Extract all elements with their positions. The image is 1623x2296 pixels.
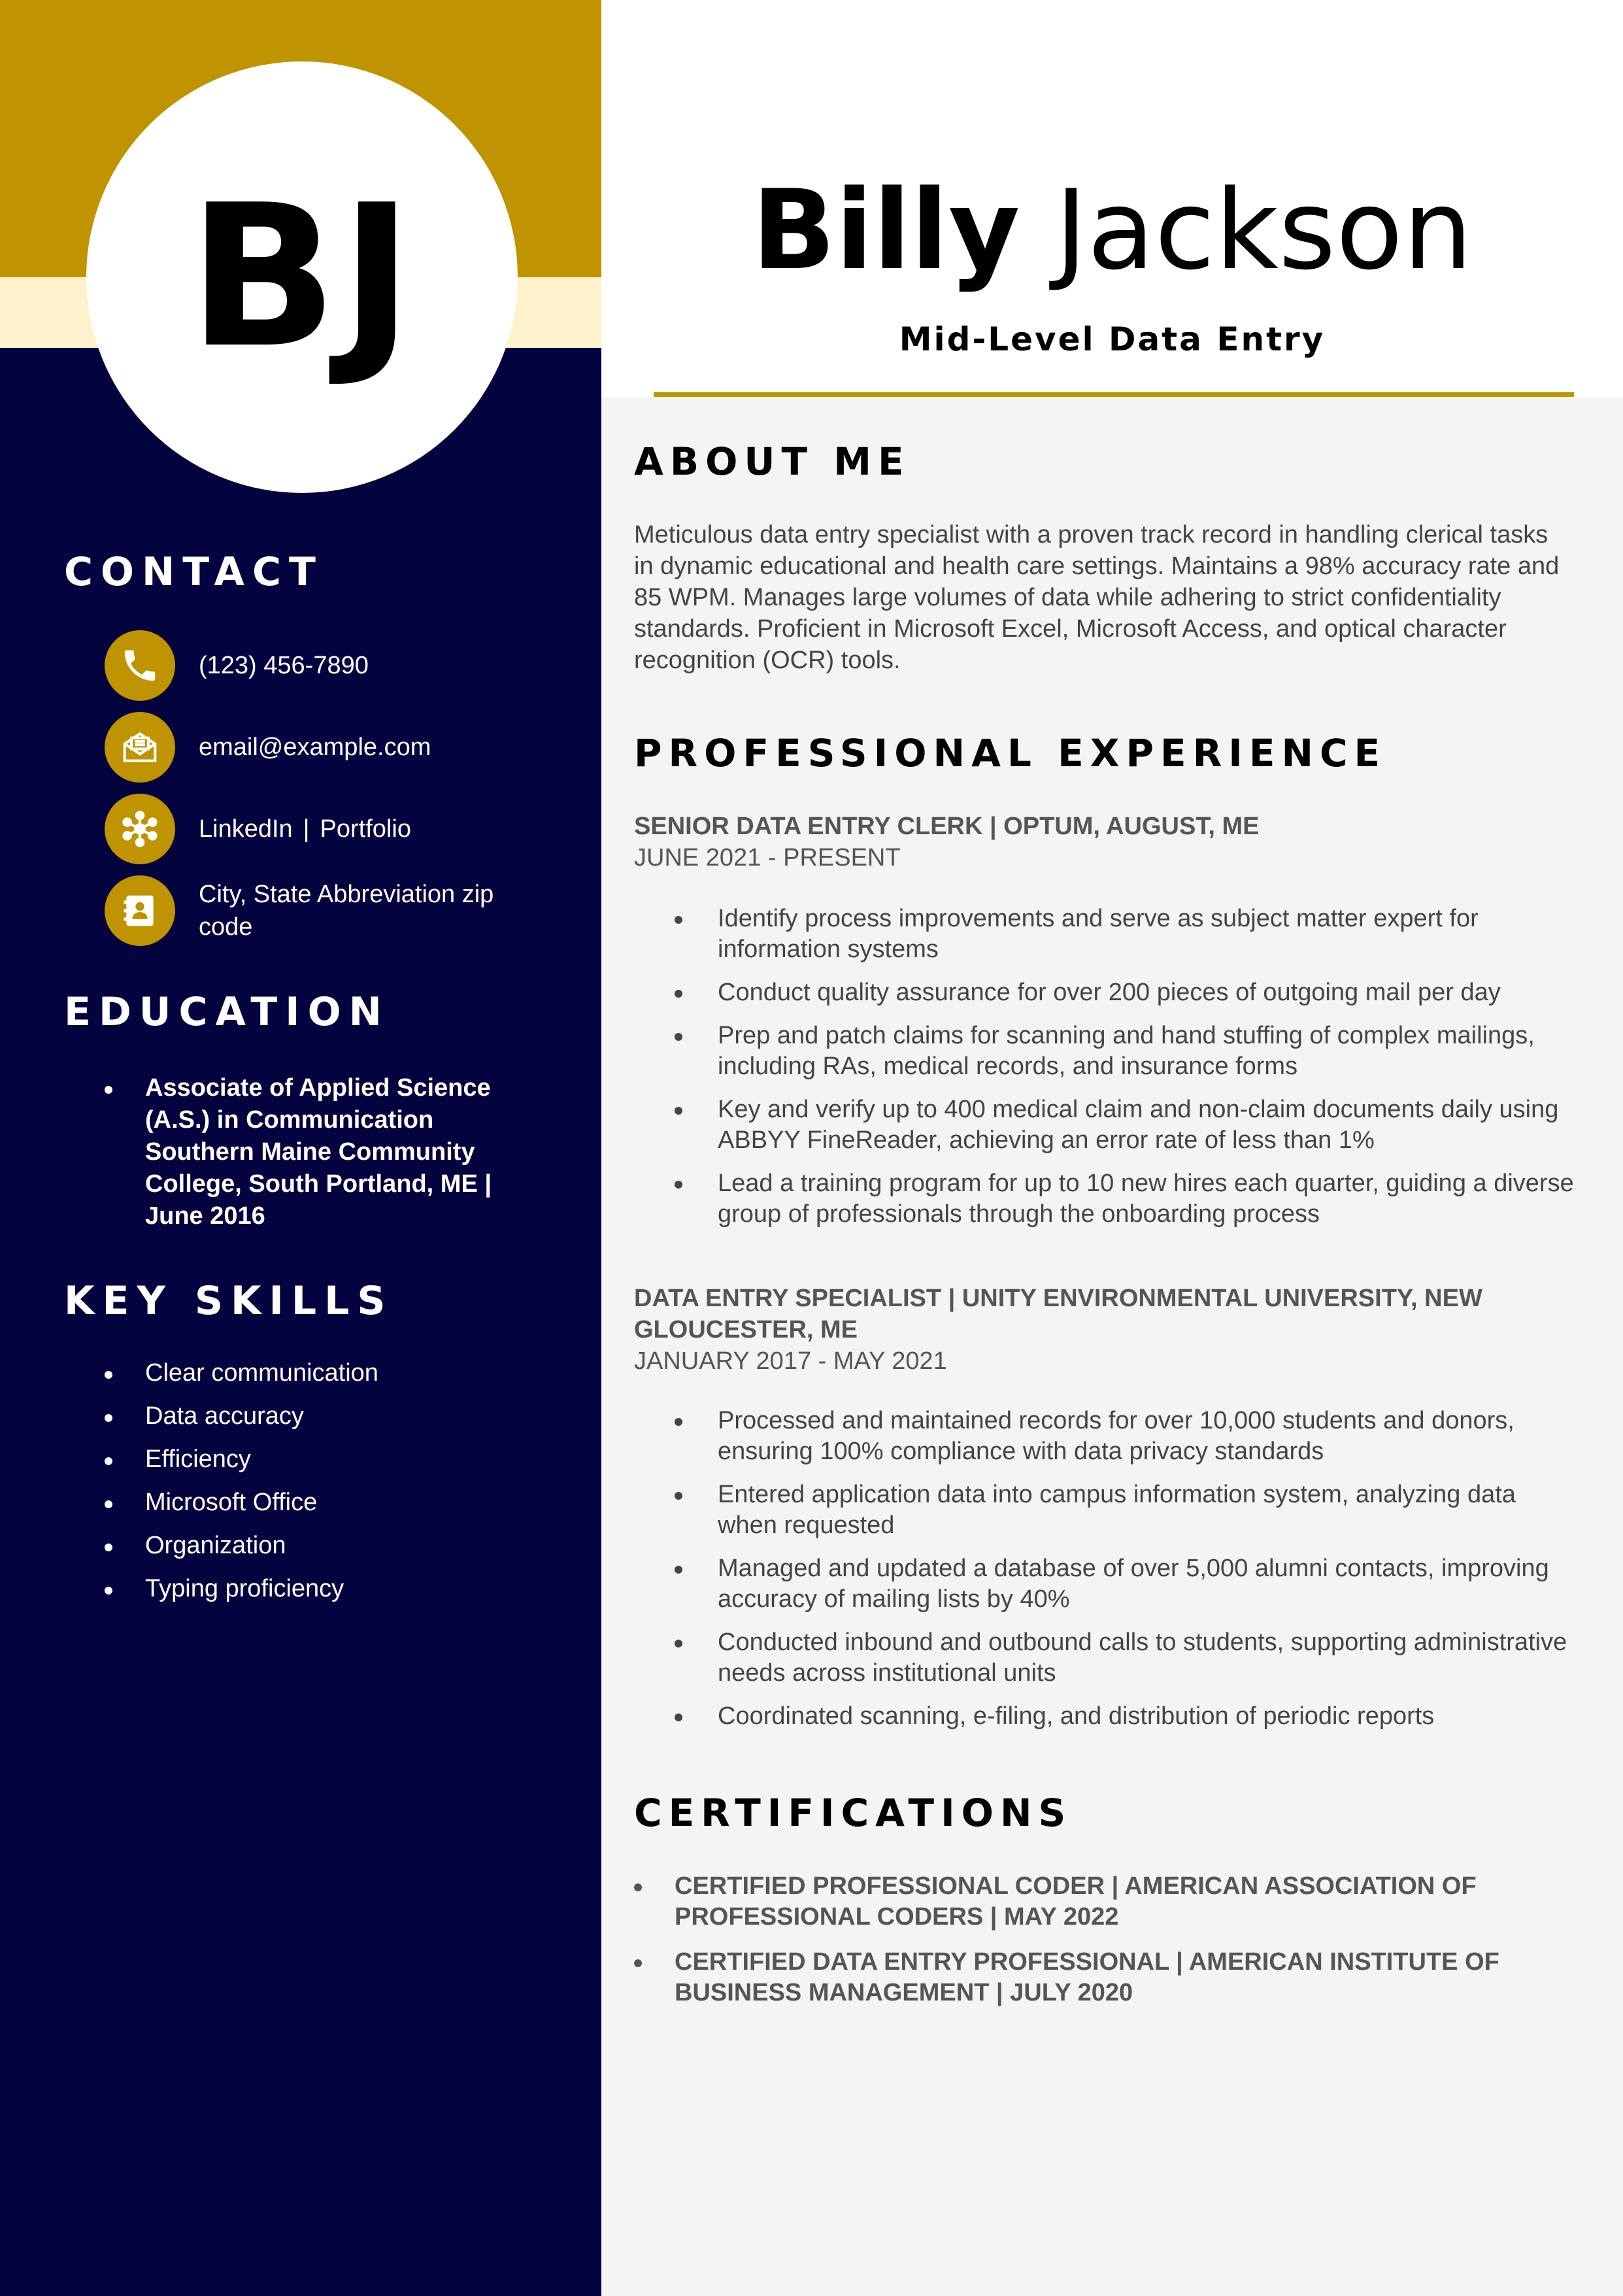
skills-list xyxy=(105,1357,523,1616)
education-list xyxy=(105,1072,523,1232)
skills-heading: KEY SKILLS xyxy=(64,1278,393,1324)
job-bullet: Entered application data into campus information system, analyzing data when requested xyxy=(675,1479,1577,1541)
contact-phone xyxy=(105,630,539,701)
job-title-header: Mid-Level Data Entry xyxy=(899,320,1326,358)
experience-heading: PROFESSIONAL EXPERIENCE xyxy=(634,731,1387,775)
skill-item: Microsoft Office xyxy=(105,1487,523,1519)
contact-links xyxy=(105,794,539,864)
education-item: Associate of Applied Science (A.S.) in Communication Southern Maine Community College, South Portland, ME | June 2016 xyxy=(105,1072,523,1232)
link-separator: | xyxy=(303,815,310,843)
email-address[interactable]: email@example.com xyxy=(199,734,431,761)
job-bullet: Managed and updated a database of over 5,000 alumni contacts, improving accuracy of mailing lists by 40% xyxy=(675,1553,1577,1615)
certifications-list xyxy=(634,1871,1575,2023)
monogram: BJ xyxy=(188,163,416,391)
job-bullet: Identify process improvements and serve as subject matter expert for information systems xyxy=(675,903,1577,965)
skill-item: Data accuracy xyxy=(105,1400,523,1432)
network-icon xyxy=(105,794,175,864)
job-title: DATA ENTRY SPECIALIST | UNITY ENVIRONMENTAL UNIVERSITY, NEW GLOUCESTER, ME xyxy=(634,1285,1482,1343)
job-dates: JUNE 2021 - PRESENT xyxy=(634,844,901,871)
job-bullets xyxy=(675,1406,1577,1744)
linkedin-link[interactable]: LinkedIn xyxy=(199,815,293,843)
last-name: Jackson xyxy=(1054,166,1473,294)
header-divider xyxy=(654,392,1574,397)
job-bullets xyxy=(675,903,1577,1242)
job-bullet: Coordinated scanning, e-filing, and distribution of periodic reports xyxy=(675,1701,1577,1732)
contact-email xyxy=(105,712,539,783)
job-title: SENIOR DATA ENTRY CLERK | OPTUM, AUGUST, ME xyxy=(634,813,1260,840)
address: City, State Abbreviation zip code xyxy=(199,881,494,941)
monogram-circle xyxy=(86,61,518,493)
skill-item: Clear communication xyxy=(105,1357,523,1389)
job-bullet: Processed and maintained records for over 10,000 students and donors, ensuring 100% compliance with data privacy standards xyxy=(675,1406,1577,1467)
skill-item: Organization xyxy=(105,1530,523,1562)
phone-icon xyxy=(105,630,175,701)
contact-heading: CONTACT xyxy=(64,549,324,595)
job-bullet: Key and verify up to 400 medical claim and non-claim documents daily using ABBYY FineReader, achieving an error rate of less than 1% xyxy=(675,1094,1577,1156)
job-bullet: Conducted inbound and outbound calls to students, supporting administrative needs across institutional units xyxy=(675,1627,1577,1689)
job-bullet: Prep and patch claims for scanning and hand stuffing of complex mailings, including RAs, medical records, and insurance forms xyxy=(675,1021,1577,1082)
about-heading: ABOUT ME xyxy=(634,439,911,484)
certification-item: CERTIFIED DATA ENTRY PROFESSIONAL | AMERICAN INSTITUTE OF BUSINESS MANAGEMENT | JULY 2020 xyxy=(634,1947,1575,2008)
address-book-icon xyxy=(105,875,175,946)
certification-item: CERTIFIED PROFESSIONAL CODER | AMERICAN ASSOCIATION OF PROFESSIONAL CODERS | MAY 2022 xyxy=(634,1871,1575,1933)
skill-item: Typing proficiency xyxy=(105,1573,523,1605)
first-name: Billy xyxy=(752,166,1020,294)
about-text: Meticulous data entry specialist with a proven track record in handling clerical tasks in dynamic educational and health care settings. Maintains a 98% accuracy rate and 85 WPM. Manages large volumes of data while adhering to strict confidentiality standards. Proficient in Microsoft Excel, Microsoft Access, and optical character recognition (OCR) tools. xyxy=(634,521,1560,674)
candidate-name xyxy=(601,166,1623,294)
certifications-heading: CERTIFICATIONS xyxy=(634,1791,1073,1835)
education-heading: EDUCATION xyxy=(64,989,390,1035)
email-icon xyxy=(105,712,175,783)
sidebar xyxy=(0,0,601,2296)
skill-item: Efficiency xyxy=(105,1443,523,1476)
job-dates: JANUARY 2017 - MAY 2021 xyxy=(634,1347,947,1375)
profile-links xyxy=(199,813,539,845)
job-bullet: Lead a training program for up to 10 new hires each quarter, guiding a diverse group of professionals through the onboarding process xyxy=(675,1168,1577,1230)
phone-number[interactable]: (123) 456-7890 xyxy=(199,652,369,679)
portfolio-link[interactable]: Portfolio xyxy=(320,815,411,843)
contact-address xyxy=(105,875,539,946)
job-bullet: Conduct quality assurance for over 200 pieces of outgoing mail per day xyxy=(675,977,1577,1008)
